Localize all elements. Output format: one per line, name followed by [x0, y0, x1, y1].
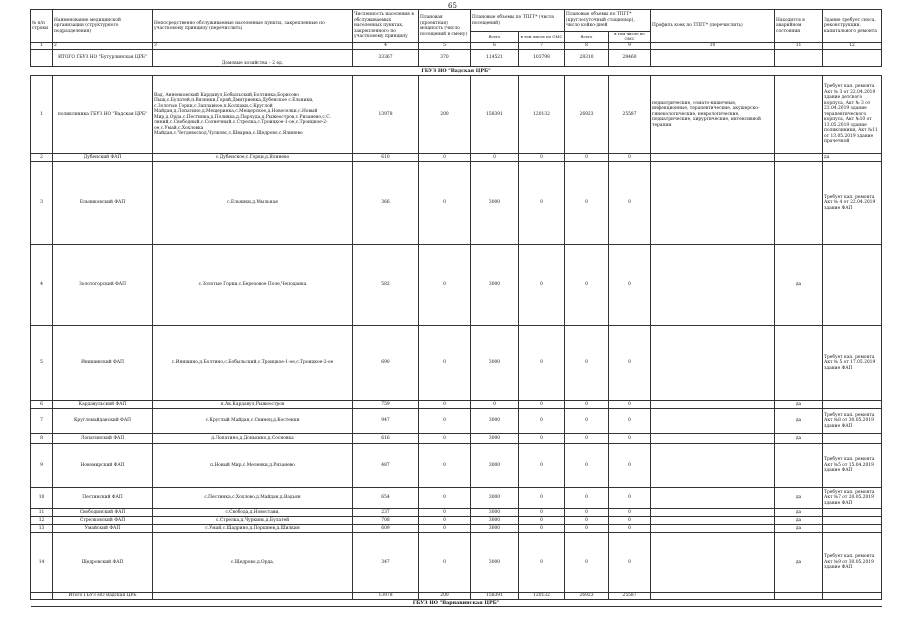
settlements: д.Лопатино,д.Донькино,д.Сосновка — [153, 434, 353, 444]
emergency: да — [775, 245, 823, 326]
section-title: ГБУЗ НО "Варнавинская ЦРБ" — [31, 600, 882, 607]
population: 487 — [353, 444, 419, 488]
beds-total: 0 — [565, 245, 609, 326]
org-name: Дубенский ФАП — [53, 154, 153, 162]
beds-total: 0 — [565, 533, 609, 593]
row-number: 13 — [31, 525, 53, 533]
cell — [651, 593, 775, 600]
settlements: с.Дубенское,с.Горки,д.Ялинево — [153, 154, 353, 162]
cell — [823, 50, 882, 67]
visits-oms: 0 — [519, 444, 565, 488]
col-num: 12 — [823, 43, 882, 50]
settlements: с.Умай,с.Шадрино,д.Поршнев,д.Шилкин — [153, 525, 353, 533]
population: 237 — [353, 509, 419, 517]
repair-note — [823, 525, 882, 533]
visits-oms: 0 — [519, 509, 565, 517]
beds-total: 0 — [565, 401, 609, 409]
emergency: да — [775, 525, 823, 533]
emergency: да — [775, 533, 823, 593]
col-num: 11 — [775, 43, 823, 50]
emergency — [775, 444, 823, 488]
row-number: 11 — [31, 509, 53, 517]
prev-total-name: ИТОГО ГБУЗ НО "Бутурлинская ЦРБ" — [53, 50, 153, 67]
cell — [31, 50, 53, 67]
total-visits-oms: 120132 — [519, 593, 565, 600]
repair-note: Требует кап. ремонта Акт № 3 от 22.04.2019 здание детского корпуса, Акт № 3 от 23.04.2019 здание терапевтического корпуса, Акт №10 от 13.05.2019 здание поликлиники, Акт №11 от 13.05.2019 здание прачечной — [823, 76, 882, 154]
subheader-visits-total: Всего — [471, 32, 519, 43]
cell — [775, 50, 823, 67]
capacity: 0 — [419, 326, 471, 401]
total-row — [31, 593, 882, 600]
beds-oms: 0 — [609, 326, 651, 401]
capacity: 0 — [419, 517, 471, 525]
repair-note — [823, 401, 882, 409]
table-row — [31, 154, 882, 162]
section-title: ГБУЗ НО "Вадская ЦРБ" — [31, 67, 882, 76]
table-row — [31, 409, 882, 434]
header-row — [31, 10, 882, 32]
beds-total: 0 — [565, 162, 609, 245]
population: 13978 — [353, 76, 419, 154]
visits-total: 3000 — [471, 517, 519, 525]
settlements-line: Майдан,д.Лопатино,д.Мещеринка,с.Мещерское,д.Новоселки,с.Новый — [154, 109, 318, 114]
prev-total-visits-oms: 103798 — [519, 50, 565, 67]
col-num: 10 — [651, 43, 775, 50]
visits-total: 3000 — [471, 326, 519, 401]
col-num: 3 — [153, 43, 353, 50]
visits-total: 0 — [471, 401, 519, 409]
table-row — [31, 76, 882, 154]
header-emergency: Находится в аварийном состоянии — [775, 10, 823, 43]
org-name: Инишинский ФАП — [53, 326, 153, 401]
beds-total: 0 — [565, 154, 609, 162]
org-name: Стрелковский ФАП — [53, 517, 153, 525]
bed-profile — [651, 509, 775, 517]
beds-total: 0 — [565, 488, 609, 509]
table-row — [31, 326, 882, 401]
col-num: 1 — [31, 43, 53, 50]
bed-profile — [651, 245, 775, 326]
table-row — [31, 162, 882, 245]
col-num: 5 — [419, 43, 471, 50]
capacity: 0 — [419, 409, 471, 434]
table-row — [31, 525, 882, 533]
visits-oms: 0 — [519, 162, 565, 245]
org-name: Золотогорский ФАП — [53, 245, 153, 326]
emergency: да — [775, 401, 823, 409]
table-row — [31, 509, 882, 517]
capacity: 0 — [419, 525, 471, 533]
population: 947 — [353, 409, 419, 434]
bed-profile — [651, 326, 775, 401]
emergency: да — [775, 509, 823, 517]
repair-note: Требует кап. ремонта Акт № 4 от 22.04.2019 здание ФАП — [823, 162, 882, 245]
repair-note: Требует кап. ремонта Акт №8 от 30.05.2019 здание ФАП — [823, 409, 882, 434]
row-number: 10 — [31, 488, 53, 509]
prev-total-visits: 114521 — [471, 50, 519, 67]
bed-profile: педиатрические, сомато-кишечные, инфекционные, терапевтические, акушерско-гинекологические, неврологические, педиатрические, хирургические, интенсивной терапии — [651, 76, 775, 154]
settlements: с.Стрелка,д.Чуркинь,д.Булатей — [153, 517, 353, 525]
visits-oms: 0 — [519, 533, 565, 593]
cell — [775, 593, 823, 600]
beds-oms: 0 — [609, 162, 651, 245]
bed-profile — [651, 401, 775, 409]
col-num: 6 — [471, 43, 519, 50]
prev-total-places: Домовые хозяйства – 2 ед. — [153, 50, 353, 67]
subheader-beds-total: Всего — [565, 32, 609, 43]
org-name: Пестинский ФАП — [53, 488, 153, 509]
capacity: 0 — [419, 162, 471, 245]
capacity: 0 — [419, 245, 471, 326]
beds-oms: 0 — [609, 517, 651, 525]
page-number: 65 — [448, 2, 457, 10]
population: 690 — [353, 326, 419, 401]
cell — [823, 593, 882, 600]
org-name: Кардавульский ФАП — [53, 401, 153, 409]
population: 347 — [353, 533, 419, 593]
beds-oms: 0 — [609, 488, 651, 509]
col-num: 2 — [53, 43, 153, 50]
settlements — [153, 76, 353, 154]
cell — [31, 593, 53, 600]
emergency — [775, 76, 823, 154]
row-number: 6 — [31, 401, 53, 409]
settlements-line: Пыщ,с.Булатей,п.Вязники,Горяй,Дмитриевка,Дубенское с.Ельники, — [154, 98, 314, 103]
bed-profile — [651, 409, 775, 434]
visits-oms: 120132 — [519, 76, 565, 154]
facilities-table — [30, 9, 882, 607]
row-number: 1 — [31, 76, 53, 154]
settlements: с.Ельники,д.Мыльная — [153, 162, 353, 245]
visits-total: 3000 — [471, 509, 519, 517]
visits-oms: 0 — [519, 525, 565, 533]
visits-oms: 0 — [519, 401, 565, 409]
repair-note — [823, 517, 882, 525]
table-row — [31, 533, 882, 593]
beds-total: 0 — [565, 517, 609, 525]
cell — [651, 50, 775, 67]
visits-oms: 0 — [519, 154, 565, 162]
rows-body — [31, 154, 882, 593]
column-numbers-row — [31, 43, 882, 50]
table-row — [31, 517, 882, 525]
emergency: да — [775, 409, 823, 434]
org-name: Свободинский ФАП — [53, 509, 153, 517]
settlements-line: Мир,д.Орда,с.Пестинка,д.Поливка,д.Парлуда,д.Рыжеостров,с.Ризанево,с.С. — [154, 114, 332, 120]
prev-total-beds-oms: 28460 — [609, 50, 651, 67]
beds-total: 0 — [565, 434, 609, 444]
population: 582 — [353, 245, 419, 326]
total-beds-oms: 25587 — [609, 593, 651, 600]
settlements-line: Вад, Анненковский Кардавул,Бобыльский,Болтинка,Борисово — [154, 92, 299, 98]
row-number: 4 — [31, 245, 53, 326]
total-beds: 26923 — [565, 593, 609, 600]
col-num: 4 — [353, 43, 419, 50]
settlements-line: с.Золотые Горки,с.Заплавное,п.Колпаки,с.Круглой — [154, 103, 273, 109]
prev-total-pop: 33367 — [353, 50, 419, 67]
visits-oms: 0 — [519, 245, 565, 326]
settlements-line: ое,с.Умай,с.Хохловка — [154, 125, 204, 131]
org-name: Умайский ФАП — [53, 525, 153, 533]
bed-profile — [651, 517, 775, 525]
capacity: 0 — [419, 444, 471, 488]
visits-oms: 0 — [519, 326, 565, 401]
capacity: 0 — [419, 533, 471, 593]
beds-total: 0 — [565, 409, 609, 434]
header-org-name: Наименование медицинской организации (структурного подразделения) — [53, 10, 153, 43]
capacity: 0 — [419, 154, 471, 162]
population: 609 — [353, 525, 419, 533]
row-number: 2 — [31, 154, 53, 162]
visits-total: 3000 — [471, 162, 519, 245]
capacity: 0 — [419, 401, 471, 409]
capacity: 200 — [419, 76, 471, 154]
repair-note: Требует кап. ремонта Акт № 5 от 17.05.2019 здание ФАП — [823, 326, 882, 401]
settlements: с.Свобода,д.Новостави, — [153, 509, 353, 517]
repair-note: да — [823, 154, 882, 162]
emergency: да — [775, 517, 823, 525]
beds-total: 0 — [565, 509, 609, 517]
org-name: поликлиника ГБУЗ НО "Вадская ЦРБ" — [53, 76, 153, 154]
section-row — [31, 67, 882, 76]
cell — [153, 593, 353, 600]
prev-total-row — [31, 50, 882, 67]
settlements: п.Ак.Кардавул,Рыжеостров — [153, 401, 353, 409]
subheader-visits-oms: в том числе по ОМС — [519, 32, 565, 43]
beds-total: 0 — [565, 525, 609, 533]
settlements-line: линий,с.Свободный,с.Солнечный,с.Стрелка,с.Троицкое-1-ое,с.Троицкое-2- — [154, 120, 328, 125]
row-number: 3 — [31, 162, 53, 245]
table-row — [31, 444, 882, 488]
beds-total: 0 — [565, 444, 609, 488]
repair-note: Требует кап. ремонта Акт №5 от 15.04.2019 здание ФАП — [823, 444, 882, 488]
table-row — [31, 401, 882, 409]
visits-oms: 0 — [519, 517, 565, 525]
capacity: 0 — [419, 509, 471, 517]
visits-total: 3000 — [471, 245, 519, 326]
beds-oms: 0 — [609, 533, 651, 593]
bed-profile — [651, 525, 775, 533]
col-num: 8 — [565, 43, 609, 50]
visits-total: 0 — [471, 154, 519, 162]
header-capacity: Плановая (проектная) мощность (число посещений в смену) — [419, 10, 471, 43]
beds-oms: 25587 — [609, 76, 651, 154]
header-repair: Здание требует сноса, реконструкции, капитального ремонта — [823, 10, 882, 43]
settlements: с.Щедрово,д.Орда, — [153, 533, 353, 593]
header-bed-days: Плановые объемы по ТПГГ* (круглосуточный стационар), число койко-дней — [565, 10, 651, 32]
beds-oms: 0 — [609, 245, 651, 326]
visits-oms: 0 — [519, 409, 565, 434]
subheader-beds-oms: в том числе по ОМС — [609, 32, 651, 43]
total-pop: 13978 — [353, 593, 419, 600]
org-name: Новомирский ФАП — [53, 444, 153, 488]
header-settlements: Непосредственно обслуживаемые населенные пункты, закрепленные по участковому принципу (перечислить) — [153, 10, 353, 43]
beds-oms: 0 — [609, 409, 651, 434]
settlements: с.Инишино,д.Болтино,с.Бобыльский,с.Троицкое-1-ое,с.Троицкое-2-ое — [153, 326, 353, 401]
repair-note — [823, 434, 882, 444]
emergency — [775, 162, 823, 245]
header-bed-profile: Профиль коек по ТПГГ* (перечислить) — [651, 10, 775, 43]
visits-total: 3000 — [471, 525, 519, 533]
org-name: Кругломайданский ФАП — [53, 409, 153, 434]
row-number: 14 — [31, 533, 53, 593]
bed-profile — [651, 444, 775, 488]
visits-total: 3000 — [471, 444, 519, 488]
row-number: 5 — [31, 326, 53, 401]
total-visits: 158391 — [471, 593, 519, 600]
table-row — [31, 434, 882, 444]
header-row-number: № п/п строки — [31, 10, 53, 43]
visits-total: 3000 — [471, 434, 519, 444]
bed-profile — [651, 488, 775, 509]
settlements-line: Майдан,с.Четдевосход,Чулковс,с.Шварма,с.Щедрово,с.Ялинево — [154, 131, 303, 136]
population: 759 — [353, 401, 419, 409]
visits-total: 3000 — [471, 409, 519, 434]
bed-profile — [651, 162, 775, 245]
row-number: 8 — [31, 434, 53, 444]
org-name: Щедровский ФАП — [53, 533, 153, 593]
col-num: 7 — [519, 43, 565, 50]
bed-profile — [651, 533, 775, 593]
visits-oms: 0 — [519, 488, 565, 509]
repair-note: Требует кап. ремонта Акт №7 от 20.05.2019 здание ФАП — [823, 488, 882, 509]
col-num: 9 — [609, 43, 651, 50]
bed-profile — [651, 154, 775, 162]
row-number: 9 — [31, 444, 53, 488]
beds-oms: 0 — [609, 434, 651, 444]
visits-oms: 0 — [519, 434, 565, 444]
beds-oms: 0 — [609, 401, 651, 409]
population: 616 — [353, 434, 419, 444]
repair-note — [823, 509, 882, 517]
table-row — [31, 488, 882, 509]
beds-total: 0 — [565, 326, 609, 401]
population: 654 — [353, 488, 419, 509]
visits-total: 158391 — [471, 76, 519, 154]
emergency: да — [775, 434, 823, 444]
org-name: Лопатинский ФАП — [53, 434, 153, 444]
settlements: с.Пестинка,с.Хохлово,д.Майдан,д.Вадьян — [153, 488, 353, 509]
emergency: да — [775, 488, 823, 509]
visits-total: 3000 — [471, 533, 519, 593]
beds-oms: 0 — [609, 444, 651, 488]
beds-total: 26923 — [565, 76, 609, 154]
repair-note — [823, 245, 882, 326]
settlements: с.Круглый Майдан,с.Свинец,д.Костенки — [153, 409, 353, 434]
beds-oms: 0 — [609, 154, 651, 162]
row-number: 7 — [31, 409, 53, 434]
capacity: 0 — [419, 488, 471, 509]
beds-oms: 0 — [609, 525, 651, 533]
population: 366 — [353, 162, 419, 245]
header-population: Численность населения в обслуживаемых населенных пунктах, закрепленного по участковому принципу — [353, 10, 419, 43]
total-name: Итого ГБУЗ НО Вадская ЦРБ — [53, 593, 153, 600]
total-cap: 200 — [419, 593, 471, 600]
beds-oms: 0 — [609, 509, 651, 517]
capacity: 0 — [419, 434, 471, 444]
row-number: 12 — [31, 517, 53, 525]
bed-profile — [651, 434, 775, 444]
settlements: с.Золотые Горки,с.Березовое Поле,Чеподанка — [153, 245, 353, 326]
org-name: Ельниковский ФАП — [53, 162, 153, 245]
header-visits: Плановые объемы по ТПГГ* (число посещений) — [471, 10, 565, 32]
emergency — [775, 326, 823, 401]
repair-note: Требует кап. ремонта Акт №9 от 30.05.2019 здание ФАП — [823, 533, 882, 593]
settlements: п.Новый Мир,с.Меленки,д.Ризанево — [153, 444, 353, 488]
table-row — [31, 245, 882, 326]
emergency — [775, 154, 823, 162]
population: 708 — [353, 517, 419, 525]
prev-total-beds: 28310 — [565, 50, 609, 67]
prev-total-cap: 370 — [419, 50, 471, 67]
visits-total: 3000 — [471, 488, 519, 509]
section-row — [31, 600, 882, 607]
population: 610 — [353, 154, 419, 162]
